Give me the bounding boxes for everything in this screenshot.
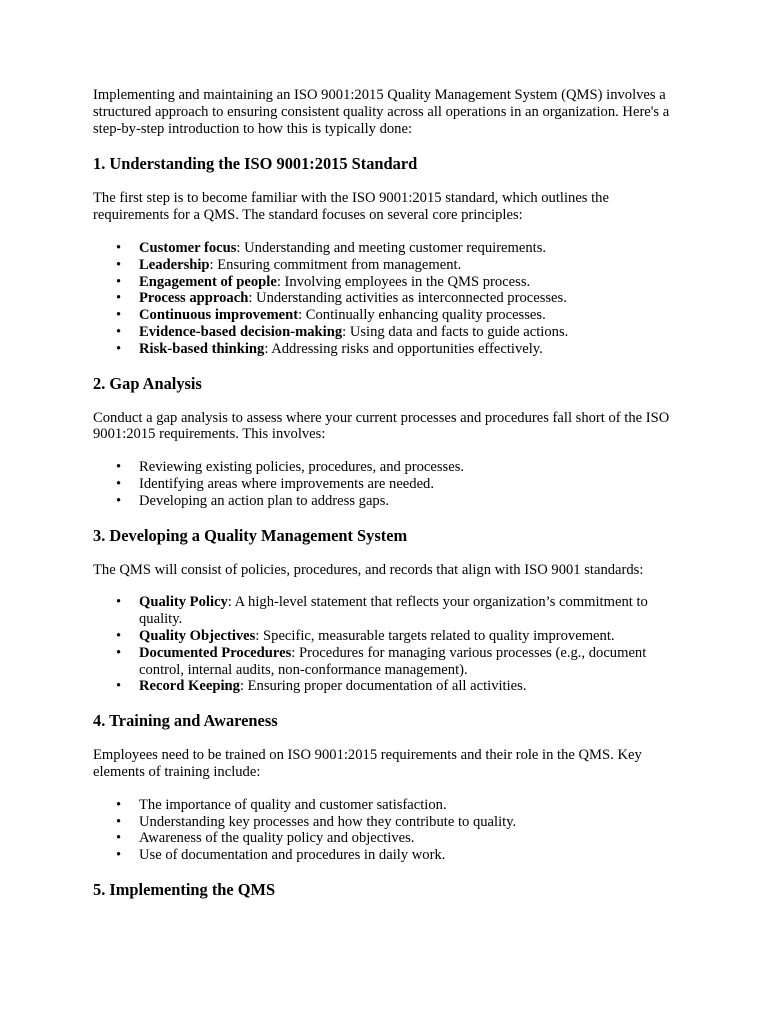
list-item bbox=[116, 644, 678, 679]
list-item bbox=[116, 492, 678, 510]
list-item bbox=[116, 340, 678, 358]
list-item-text: Reviewing existing policies, procedures, and processes. bbox=[139, 459, 465, 476]
gap-analysis-list bbox=[93, 459, 678, 509]
bullet-icon: • bbox=[116, 459, 122, 476]
list-item bbox=[116, 307, 678, 324]
principles-list bbox=[93, 240, 678, 358]
bullet-icon: • bbox=[116, 594, 122, 611]
section-heading-developing-qms: 3. Developing a Quality Management System bbox=[93, 525, 408, 545]
section-heading-understanding: 1. Understanding the ISO 9001:2015 Standard bbox=[93, 154, 418, 174]
intro-paragraph: Implementing and maintaining an ISO 9001:2015 Quality Management System (QMS) involves a structured approach to ensuring consistent quality across all operations in an organization. Here's a step-by-step introduction to how this is typically done: bbox=[93, 87, 670, 137]
list-item-text: Developing an action plan to address gaps. bbox=[139, 492, 390, 509]
list-item-text: : A high-level statement that reflects your organization’s commitment to quality. bbox=[139, 594, 648, 628]
bullet-icon: • bbox=[116, 627, 122, 644]
bullet-icon: • bbox=[116, 644, 122, 661]
bullet-icon: • bbox=[116, 323, 122, 340]
bullet-icon: • bbox=[116, 847, 122, 864]
section-heading-gap-analysis: 2. Gap Analysis bbox=[93, 373, 202, 393]
bullet-icon: • bbox=[116, 307, 122, 324]
training-list bbox=[93, 797, 678, 864]
list-item bbox=[116, 847, 678, 864]
bullet-icon: • bbox=[116, 492, 122, 509]
list-item bbox=[116, 594, 678, 628]
list-item bbox=[116, 273, 678, 291]
section-paragraph-gap-analysis: Conduct a gap analysis to assess where your current processes and procedures fall short of the ISO 9001:2015 requirements. This involves: bbox=[93, 409, 670, 443]
list-item-term: Quality Objectives bbox=[139, 627, 256, 644]
list-item-text: The importance of quality and customer satisfaction. bbox=[139, 796, 447, 813]
bullet-icon: • bbox=[116, 796, 122, 813]
list-item-text: : Involving employees in the QMS process. bbox=[276, 273, 531, 290]
list-item-text: : Continually enhancing quality processes. bbox=[298, 307, 546, 324]
section-paragraph-training: Employees need to be trained on ISO 9001:2015 requirements and their role in the QMS. Key elements of training include: bbox=[93, 747, 642, 780]
bullet-icon: • bbox=[116, 256, 122, 273]
list-item bbox=[116, 256, 678, 274]
list-item bbox=[116, 239, 678, 257]
list-item-text: : Ensuring proper documentation of all activities. bbox=[239, 678, 527, 695]
list-item-text: : Using data and facts to guide actions. bbox=[342, 323, 569, 340]
list-item-text: : Understanding activities as interconnected processes. bbox=[248, 290, 567, 307]
list-item-term: Evidence-based decision-making bbox=[139, 323, 343, 340]
list-item bbox=[116, 627, 678, 645]
list-item-term: Customer focus bbox=[139, 239, 237, 256]
list-item-term: Process approach bbox=[139, 290, 249, 307]
list-item-term: Record Keeping bbox=[139, 678, 240, 695]
list-item bbox=[116, 475, 678, 493]
section-paragraph-developing-qms: The QMS will consist of policies, procedures, and records that align with ISO 9001 standards: bbox=[93, 561, 644, 578]
list-item-text: Understanding key processes and how they contribute to quality. bbox=[139, 813, 517, 830]
bullet-icon: • bbox=[116, 273, 122, 290]
list-item-text: Identifying areas where improvements are needed. bbox=[139, 475, 434, 492]
list-item bbox=[116, 323, 678, 341]
bullet-icon: • bbox=[116, 830, 122, 847]
list-item-term: Risk-based thinking bbox=[139, 340, 265, 357]
list-item bbox=[116, 813, 678, 831]
list-item-term: Quality Policy bbox=[139, 594, 228, 611]
list-item-term: Leadership bbox=[139, 256, 210, 273]
list-item-text: : Ensuring commitment from management. bbox=[209, 256, 462, 273]
list-item bbox=[116, 290, 678, 307]
list-item-text: : Addressing risks and opportunities effectively. bbox=[264, 340, 543, 357]
list-item bbox=[116, 678, 678, 695]
list-item-text: : Understanding and meeting customer requirements. bbox=[236, 239, 547, 256]
list-item-text: Use of documentation and procedures in daily work. bbox=[139, 847, 446, 864]
list-item-term: Continuous improvement bbox=[139, 307, 299, 324]
bullet-icon: • bbox=[116, 475, 122, 492]
list-item-text: : Procedures for managing various processes (e.g., document control, internal audits, non-conformance management). bbox=[139, 644, 647, 678]
section-heading-implementing: 5. Implementing the QMS bbox=[93, 879, 276, 899]
list-item-text: Awareness of the quality policy and objectives. bbox=[139, 830, 415, 847]
qms-components-list bbox=[93, 594, 678, 695]
bullet-icon: • bbox=[116, 813, 122, 830]
section-paragraph-understanding: The first step is to become familiar with the ISO 9001:2015 standard, which outlines the requirements for a QMS. The standard focuses on several core principles: bbox=[93, 190, 609, 224]
list-item-term: Documented Procedures bbox=[139, 644, 292, 661]
bullet-icon: • bbox=[116, 290, 122, 307]
bullet-icon: • bbox=[116, 678, 122, 695]
list-item bbox=[116, 830, 678, 847]
list-item-term: Engagement of people bbox=[139, 273, 277, 290]
section-heading-training: 4. Training and Awareness bbox=[93, 711, 278, 731]
bullet-icon: • bbox=[116, 340, 122, 357]
bullet-icon: • bbox=[116, 239, 122, 256]
list-item bbox=[116, 459, 678, 476]
list-item-text: : Specific, measurable targets related to quality improvement. bbox=[255, 627, 615, 644]
list-item bbox=[116, 796, 678, 814]
